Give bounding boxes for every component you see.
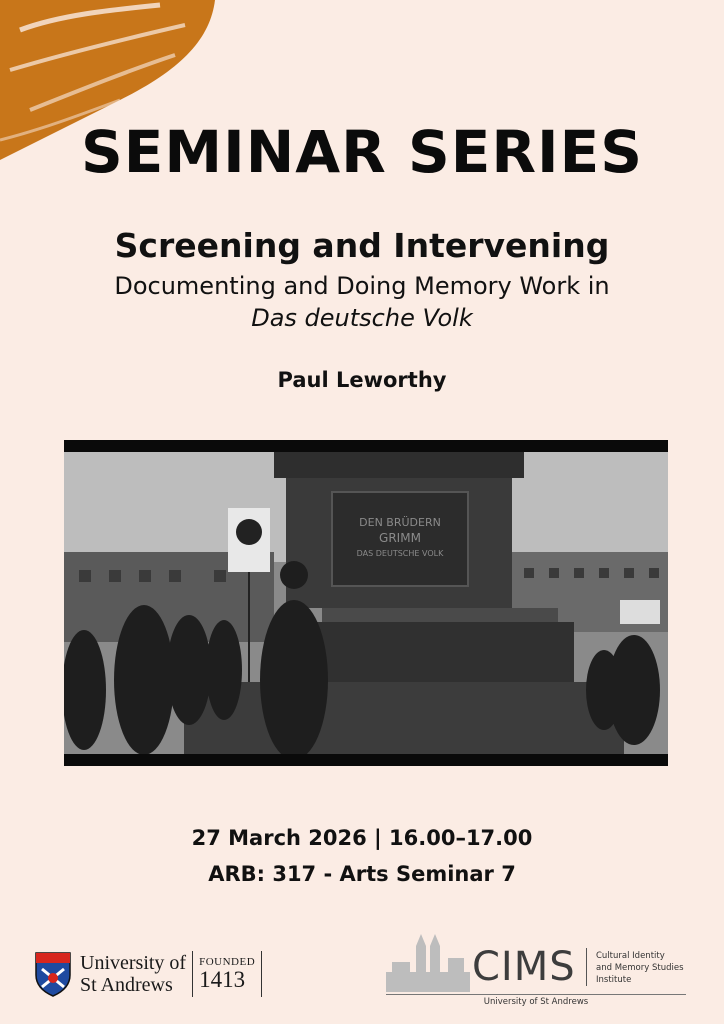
series-heading: SEMINAR SERIES xyxy=(81,118,643,186)
founded-year: 1413 xyxy=(199,967,246,992)
talk-title: Screening and Intervening xyxy=(114,226,610,265)
founded-label: FOUNDED xyxy=(199,956,256,968)
university-logo xyxy=(34,948,268,1000)
plaque-line-1: DEN BRÜDERN xyxy=(359,516,441,529)
institute-logo xyxy=(384,930,688,1010)
speaker-name: Paul Leworthy xyxy=(277,368,447,392)
cathedral-icon xyxy=(386,932,470,992)
institute-affiliation: University of St Andrews xyxy=(483,997,589,1007)
plaque-line-3: DAS DEUTSCHE VOLK xyxy=(356,549,444,558)
event-datetime: 27 March 2026 | 16.00–17.00 xyxy=(191,826,533,850)
film-title: Das deutsche Volk xyxy=(251,304,473,332)
institute-name-line-3: Institute xyxy=(596,975,632,985)
university-name-line-2: St Andrews xyxy=(80,974,173,996)
talk-subtitle xyxy=(0,270,724,334)
university-name-line-1: University of xyxy=(80,952,187,974)
plaque-line-2: GRIMM xyxy=(379,531,421,545)
institute-acronym: CIMS xyxy=(472,944,576,990)
logo-divider xyxy=(192,951,193,997)
institute-rule xyxy=(386,994,686,995)
event-photo xyxy=(64,440,668,766)
institute-name-line-2: and Memory Studies xyxy=(596,963,684,973)
logo-divider xyxy=(261,951,262,997)
institute-full-name xyxy=(596,950,692,986)
university-shield-icon xyxy=(34,951,72,997)
institute-name-line-1: Cultural Identity xyxy=(596,951,665,961)
institute-divider xyxy=(586,948,587,986)
event-venue: ARB: 317 - Arts Seminar 7 xyxy=(208,862,516,886)
subtitle-line: Documenting and Doing Memory Work in xyxy=(114,272,610,300)
